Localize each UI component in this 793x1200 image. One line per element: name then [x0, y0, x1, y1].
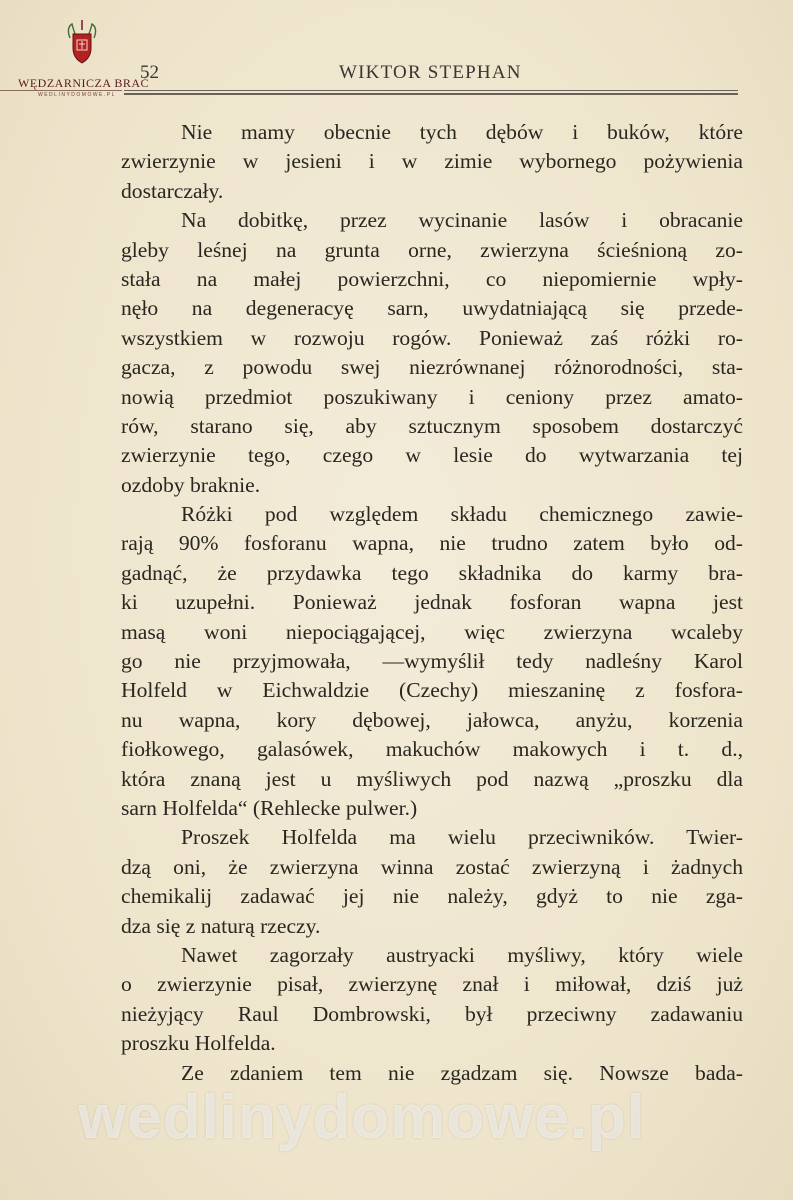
text-line: nu wapna, kory dębowej, jałowca, anyżu, korzenia: [121, 707, 743, 732]
text-line: która znaną jest u myśliwych pod nazwą „proszku dla: [121, 766, 743, 791]
text-line: ki uzupełni. Ponieważ jednak fosforan wapna jest: [121, 590, 743, 615]
site-logo[interactable]: [10, 10, 149, 98]
text-line: ozdoby braknie.: [121, 472, 261, 497]
running-head: WIKTOR STEPHAN: [339, 62, 522, 83]
shield-crest-icon: [62, 18, 102, 68]
text-line: wszystkiem w rozwoju rogów. Ponieważ zaś różki ro-: [121, 325, 743, 350]
text-line: rów, starano się, aby sztucznym sposobem dostarczyć: [121, 413, 743, 438]
text-line: masą woni niepociągającej, więc zwierzyna wcaleby: [121, 619, 743, 644]
text-line: nowią przedmiot poszukiwany i ceniony przez amato-: [121, 384, 743, 409]
body-text: [121, 118, 743, 1088]
text-line: dostarczały.: [121, 178, 224, 203]
text-line: Na dobitkę, przez wycinanie lasów i obracanie: [181, 208, 743, 233]
text-line: stała na małej powierzchni, co niepomiernie wpły-: [121, 266, 743, 291]
text-line: gleby leśnej na grunta orne, zwierzyna ścieśnioną zo-: [121, 237, 743, 262]
header-rule-thick: [124, 93, 738, 95]
text-line: go nie przyjmowała, —wymyślił tedy nadleśny Karol: [121, 649, 743, 674]
text-line: Nawet zagorzały austryacki myśliwy, który wiele: [181, 942, 743, 967]
text-line: gacza, z powodu swej niezrównanej różnorodności, sta-: [121, 355, 743, 380]
logo-brand-text: WĘDZARNICZA BRAĆ: [18, 76, 149, 90]
text-line: o zwierzynie pisał, zwierzynę znał i miłował, dziś już: [121, 972, 743, 997]
text-line: Różki pod względem składu chemicznego zawie-: [181, 502, 743, 527]
text-line: Proszek Holfelda ma wielu przeciwników. Twier-: [181, 825, 743, 850]
text-line: dza się z naturą rzeczy.: [121, 913, 321, 938]
header-rule-thin: [124, 90, 738, 91]
text-line: nieżyjący Raul Dombrowski, był przeciwny zadawaniu: [121, 1001, 743, 1026]
text-line: zwierzynie w jesieni i w zimie wybornego pożywienia: [121, 149, 743, 174]
text-line: Nie mamy obecnie tych dębów i buków, które: [181, 120, 743, 144]
text-line: zwierzynie tego, czego w lesie do wytwarzania tej: [121, 443, 743, 468]
text-line: Ze zdaniem tem nie zgadzam się. Nowsze bada-: [181, 1060, 743, 1085]
text-line: proszku Holfelda.: [121, 1031, 276, 1056]
page-number: 52: [140, 62, 159, 83]
text-line: chemikalij zadawać jej nie należy, gdyż to nie zga-: [121, 884, 743, 909]
text-line: nęło na degeneracyę sarn, uwydatniającą się przede-: [121, 296, 743, 321]
logo-url-text: WEDLINYDOMOWE.PL: [38, 92, 116, 98]
text-line: dzą oni, że zwierzyna winna zostać zwierzyną i żadnych: [121, 854, 743, 879]
text-line: gadnąć, że przydawka tego składnika do karmy bra-: [121, 560, 743, 585]
text-line: rają 90% fosforanu wapna, nie trudno zatem było od-: [121, 531, 743, 556]
text-line: fiołkowego, galasówek, makuchów makowych i t. d.,: [121, 737, 743, 762]
watermark: wedlinydomowe.pl: [78, 1083, 646, 1152]
header-rule-left: [0, 90, 122, 91]
text-line: Holfeld w Eichwaldzie (Czechy) mieszaninę z fosfora-: [121, 678, 743, 703]
text-line: sarn Holfelda“ (Rehlecke pulwer.): [121, 795, 418, 820]
